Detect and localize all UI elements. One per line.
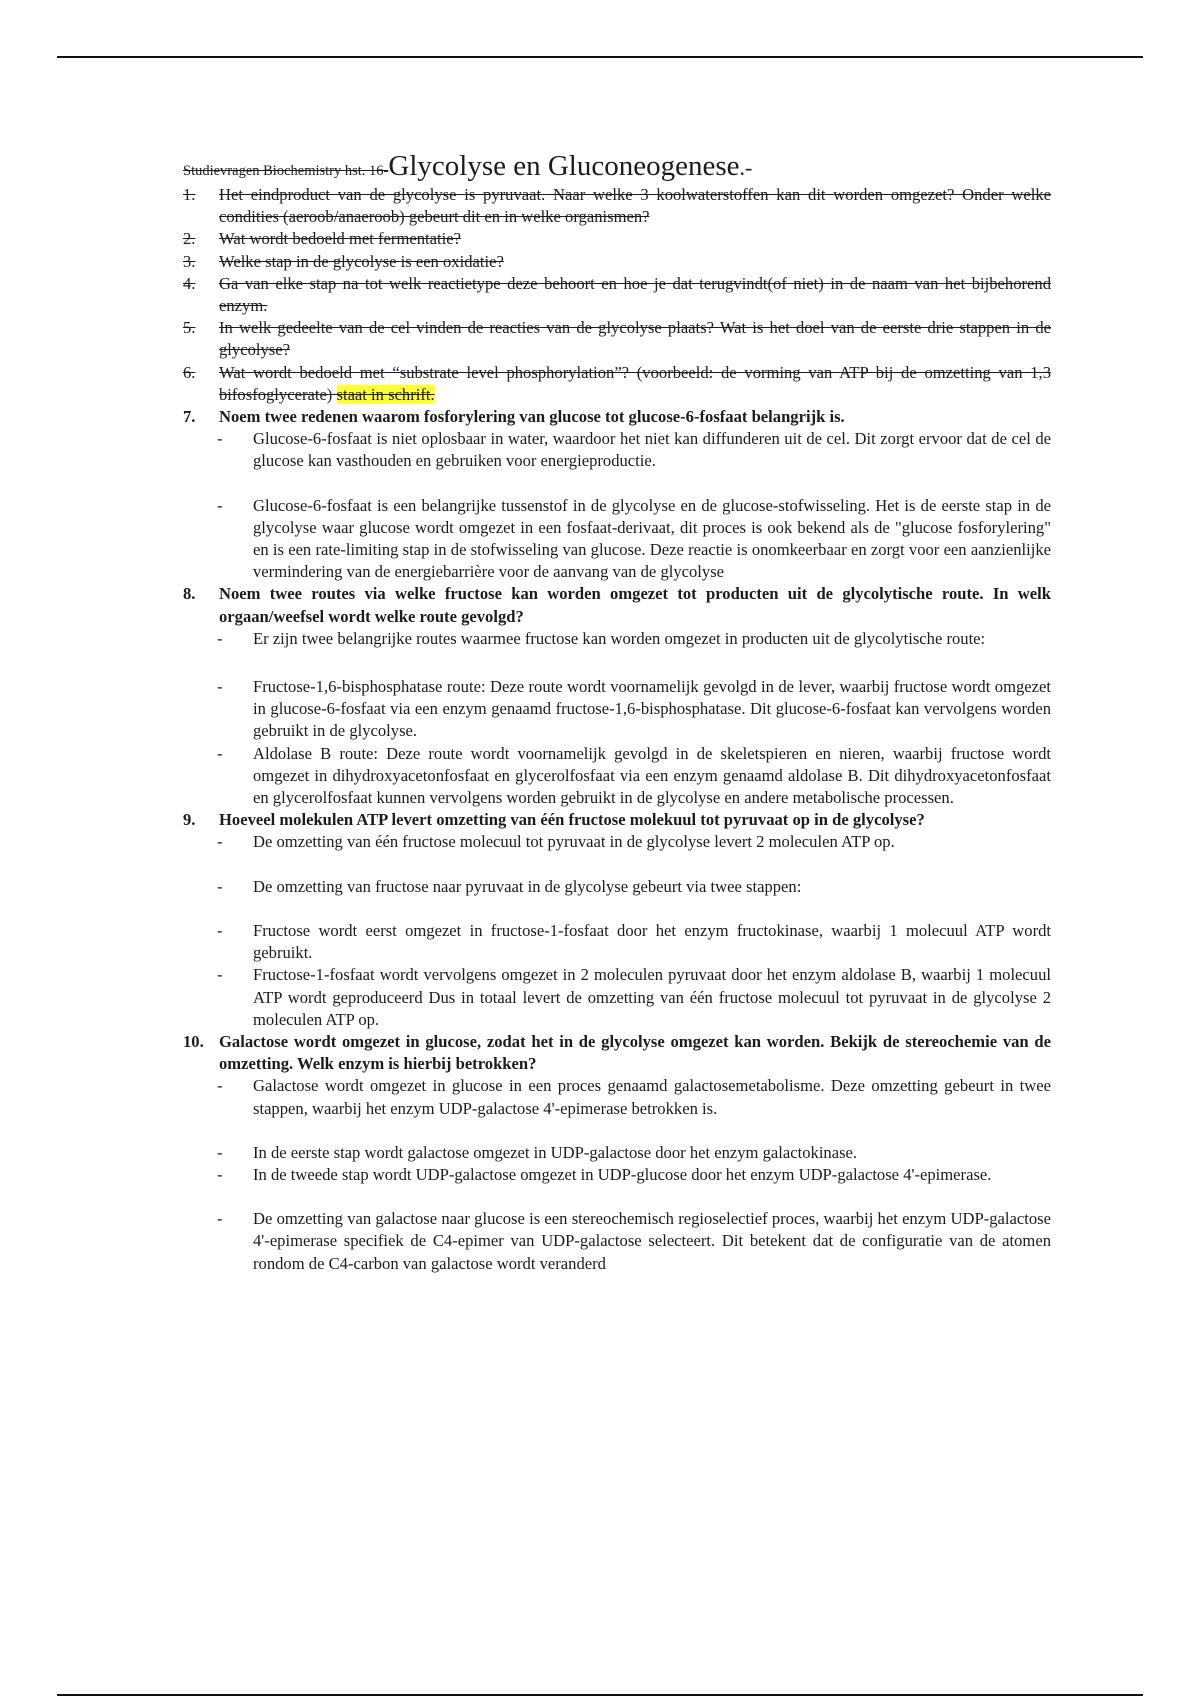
answer-text: In de eerste stap wordt galactose omgezet in UDP-galactose door het enzym galactokinase. bbox=[253, 1142, 858, 1162]
bullet-dash: - bbox=[217, 876, 223, 896]
bullet-dash: - bbox=[217, 832, 223, 852]
list-item bbox=[183, 428, 1051, 472]
question-text: Noem twee routes via welke fructose kan worden omgezet tot producten uit de glycolytische route. In welk orgaan/weefsel wordt welke route gevolgd? bbox=[219, 584, 1051, 626]
bullet-dash: - bbox=[217, 495, 223, 515]
question-6 bbox=[183, 362, 1051, 406]
answer-text: Fructose-1,6-bisphosphatase route: Deze route wordt voornamelijk gevolgd in de lever, waarbij fructose wordt omgezet in glucose-6-fosfaat via een enzym genaamd fructose-1,6-bisphosphatase. Dit glucose-6-fosfaat kan vervolgens worden gebruikt in de glycolyse. bbox=[253, 677, 1051, 741]
question-number: 6. bbox=[183, 362, 196, 382]
question-6-text: Wat wordt bedoeld met “substrate level phosphorylation”? (voorbeeld: de vorming van ATP bij de omzetting van 1,3 bifosfoglycerate) bbox=[219, 362, 1051, 404]
question-text: Noem twee redenen waarom fosforylering van glucose tot glucose-6-fosfaat belangrijk is. bbox=[219, 407, 845, 427]
answer-text: Glucose-6-fosfaat is een belangrijke tussenstof in de glycolyse en de glucose-stofwisseling. Het is de eerste stap in de glycolyse waar glucose wordt omgezet in een fosfaat-derivaat, dit proces is ook bekend als de "glucose fosforylering" en is een rate-limiting stap in de stofwisseling van glucose. Deze reactie is onomkeerbaar en zorgt voor een aanzienlijke vermindering van de energiebarrière voor de aanvang van de glycolyse bbox=[253, 495, 1051, 582]
question-5 bbox=[183, 317, 1051, 361]
answer-text: Aldolase B route: Deze route wordt voornamelijk gevolgd in de skeletspieren en nieren, waarbij fructose wordt omgezet in dihydroxyacetonfosfaat en glycerolfosfaat via een enzym genaamd aldolase B. Dit dihydroxyacetonfosfaat en glycerolfosfaat kunnen vervolgens worden gebruikt in de glycolyse en andere metabolische processen. bbox=[253, 743, 1051, 808]
list-item bbox=[183, 964, 1051, 1031]
question-3 bbox=[183, 251, 1051, 273]
question-number: 2. bbox=[183, 229, 196, 249]
question-number: 10. bbox=[183, 1031, 204, 1051]
title-main: Glycolyse en Gluconeogenese bbox=[388, 150, 740, 182]
question-number: 1. bbox=[183, 185, 196, 204]
question-number: 8. bbox=[183, 584, 196, 604]
list-item bbox=[183, 831, 1051, 853]
answer-text: Fructose wordt eerst omgezet in fructose-1-fosfaat door het enzym fructokinase, waarbij 1 molecuul ATP wordt gebruikt. bbox=[253, 920, 1051, 963]
bullet-dash: - bbox=[217, 1164, 223, 1184]
question-1 bbox=[183, 184, 1051, 228]
question-text: Galactose wordt omgezet in glucose, zodat het in de glycolyse omgezet kan worden. Bekijk de stereochemie van de omzetting. Welk enzym is hierbij betrokken? bbox=[219, 1031, 1051, 1074]
bullet-dash: - bbox=[217, 677, 223, 697]
question-text: Hoeveel molekulen ATP levert omzetting van één fructose molekuul tot pyruvaat op in de glycolyse? bbox=[219, 810, 925, 830]
list-item bbox=[183, 920, 1051, 964]
bottom-rule bbox=[57, 1694, 1143, 1696]
answer-text: De omzetting van galactose naar glucose is een stereochemisch regioselectief proces, waarbij het enzym UDP-galactose 4'-epimerase specifiek de C4-epimer van UDP-galactose selecteert. Dit betekent dat de configuratie van de atomen rondom de C4-carbon van galactose wordt veranderd bbox=[253, 1209, 1051, 1273]
title-prefix: Studievragen Biochemistry hst. 16- bbox=[183, 163, 389, 179]
top-rule bbox=[57, 56, 1143, 58]
list-item bbox=[183, 1208, 1051, 1275]
question-number: 3. bbox=[183, 251, 196, 271]
question-2 bbox=[183, 228, 1051, 250]
list-item bbox=[183, 1164, 1051, 1186]
question-4 bbox=[183, 273, 1051, 317]
question-text: Het eindproduct van de glycolyse is pyruvaat. Naar welke 3 koolwaterstoffen kan dit worden omgezet? Onder welke condities (aeroob/anaeroob) gebeurt dit en in welke organismen? bbox=[219, 185, 1051, 227]
list-item bbox=[183, 1142, 1051, 1164]
answer-text: Glucose-6-fosfaat is niet oplosbaar in water, waardoor het niet kan diffunderen uit de cel. Dit zorgt ervoor dat de cel de glucose kan vasthouden en gebruiken voor energieproductie. bbox=[253, 429, 1051, 471]
page-title bbox=[183, 148, 1051, 184]
list-item bbox=[183, 876, 1051, 898]
question-number: 9. bbox=[183, 810, 196, 830]
answer-text: De omzetting van één fructose molecuul tot pyruvaat in de glycolyse levert 2 moleculen ATP op. bbox=[253, 832, 895, 852]
list-item bbox=[183, 628, 1051, 650]
answer-text: Galactose wordt omgezet in glucose in een proces genaamd galactosemetabolisme. Deze omzetting gebeurt in twee stappen, waarbij het enzym UDP-galactose 4'-epimerase betrokken is. bbox=[253, 1076, 1051, 1118]
bullet-dash: - bbox=[217, 1142, 223, 1162]
question-9 bbox=[183, 809, 1051, 831]
answer-text: Fructose-1-fosfaat wordt vervolgens omgezet in 2 moleculen pyruvaat door het enzym aldolase B, waarbij 1 molecuul ATP wordt geproduceerd Dus in totaal levert de omzetting van één fructose molecuul tot pyruvaat in de glycolyse 2 moleculen ATP op. bbox=[253, 965, 1051, 1029]
list-item bbox=[183, 676, 1051, 743]
question-number: 7. bbox=[183, 407, 196, 427]
question-number: 5. bbox=[183, 318, 196, 338]
bullet-dash: - bbox=[217, 429, 223, 449]
question-7 bbox=[183, 406, 1051, 428]
bullet-dash: - bbox=[217, 920, 223, 940]
document-body bbox=[183, 148, 1051, 1275]
bullet-dash: - bbox=[217, 1209, 223, 1229]
bullet-dash: - bbox=[217, 965, 223, 985]
answer-text: In de tweede stap wordt UDP-galactose omgezet in UDP-glucose door het enzym UDP-galactose 4'-epimerase. bbox=[253, 1164, 992, 1184]
list-item bbox=[183, 743, 1051, 810]
answer-text: Er zijn twee belangrijke routes waarmee fructose kan worden omgezet in producten uit de glycolytische route: bbox=[253, 628, 986, 648]
question-number: 4. bbox=[183, 273, 196, 293]
answer-text: De omzetting van fructose naar pyruvaat in de glycolyse gebeurt via twee stappen: bbox=[253, 876, 802, 896]
question-text: Welke stap in de glycolyse is een oxidatie? bbox=[219, 251, 504, 271]
question-10 bbox=[183, 1031, 1051, 1075]
question-text: In welk gedeelte van de cel vinden de reacties van de glycolyse plaats? Wat is het doel van de eerste drie stappen in de glycolyse? bbox=[219, 318, 1051, 360]
title-suffix: .- bbox=[739, 155, 753, 180]
question-text bbox=[219, 362, 1051, 406]
bullet-dash: - bbox=[217, 1076, 223, 1096]
highlighted-note: staat in schrift. bbox=[336, 384, 435, 404]
list-item bbox=[183, 495, 1051, 584]
question-text: Ga van elke stap na tot welk reactietype deze behoort en hoe je dat terugvindt(of niet) in de naam van het bijbehorend enzym. bbox=[219, 273, 1051, 316]
bullet-dash: - bbox=[217, 628, 223, 648]
question-text: Wat wordt bedoeld met fermentatie? bbox=[219, 229, 461, 249]
list-item bbox=[183, 1075, 1051, 1119]
question-8 bbox=[183, 583, 1051, 627]
bullet-dash: - bbox=[217, 743, 223, 763]
